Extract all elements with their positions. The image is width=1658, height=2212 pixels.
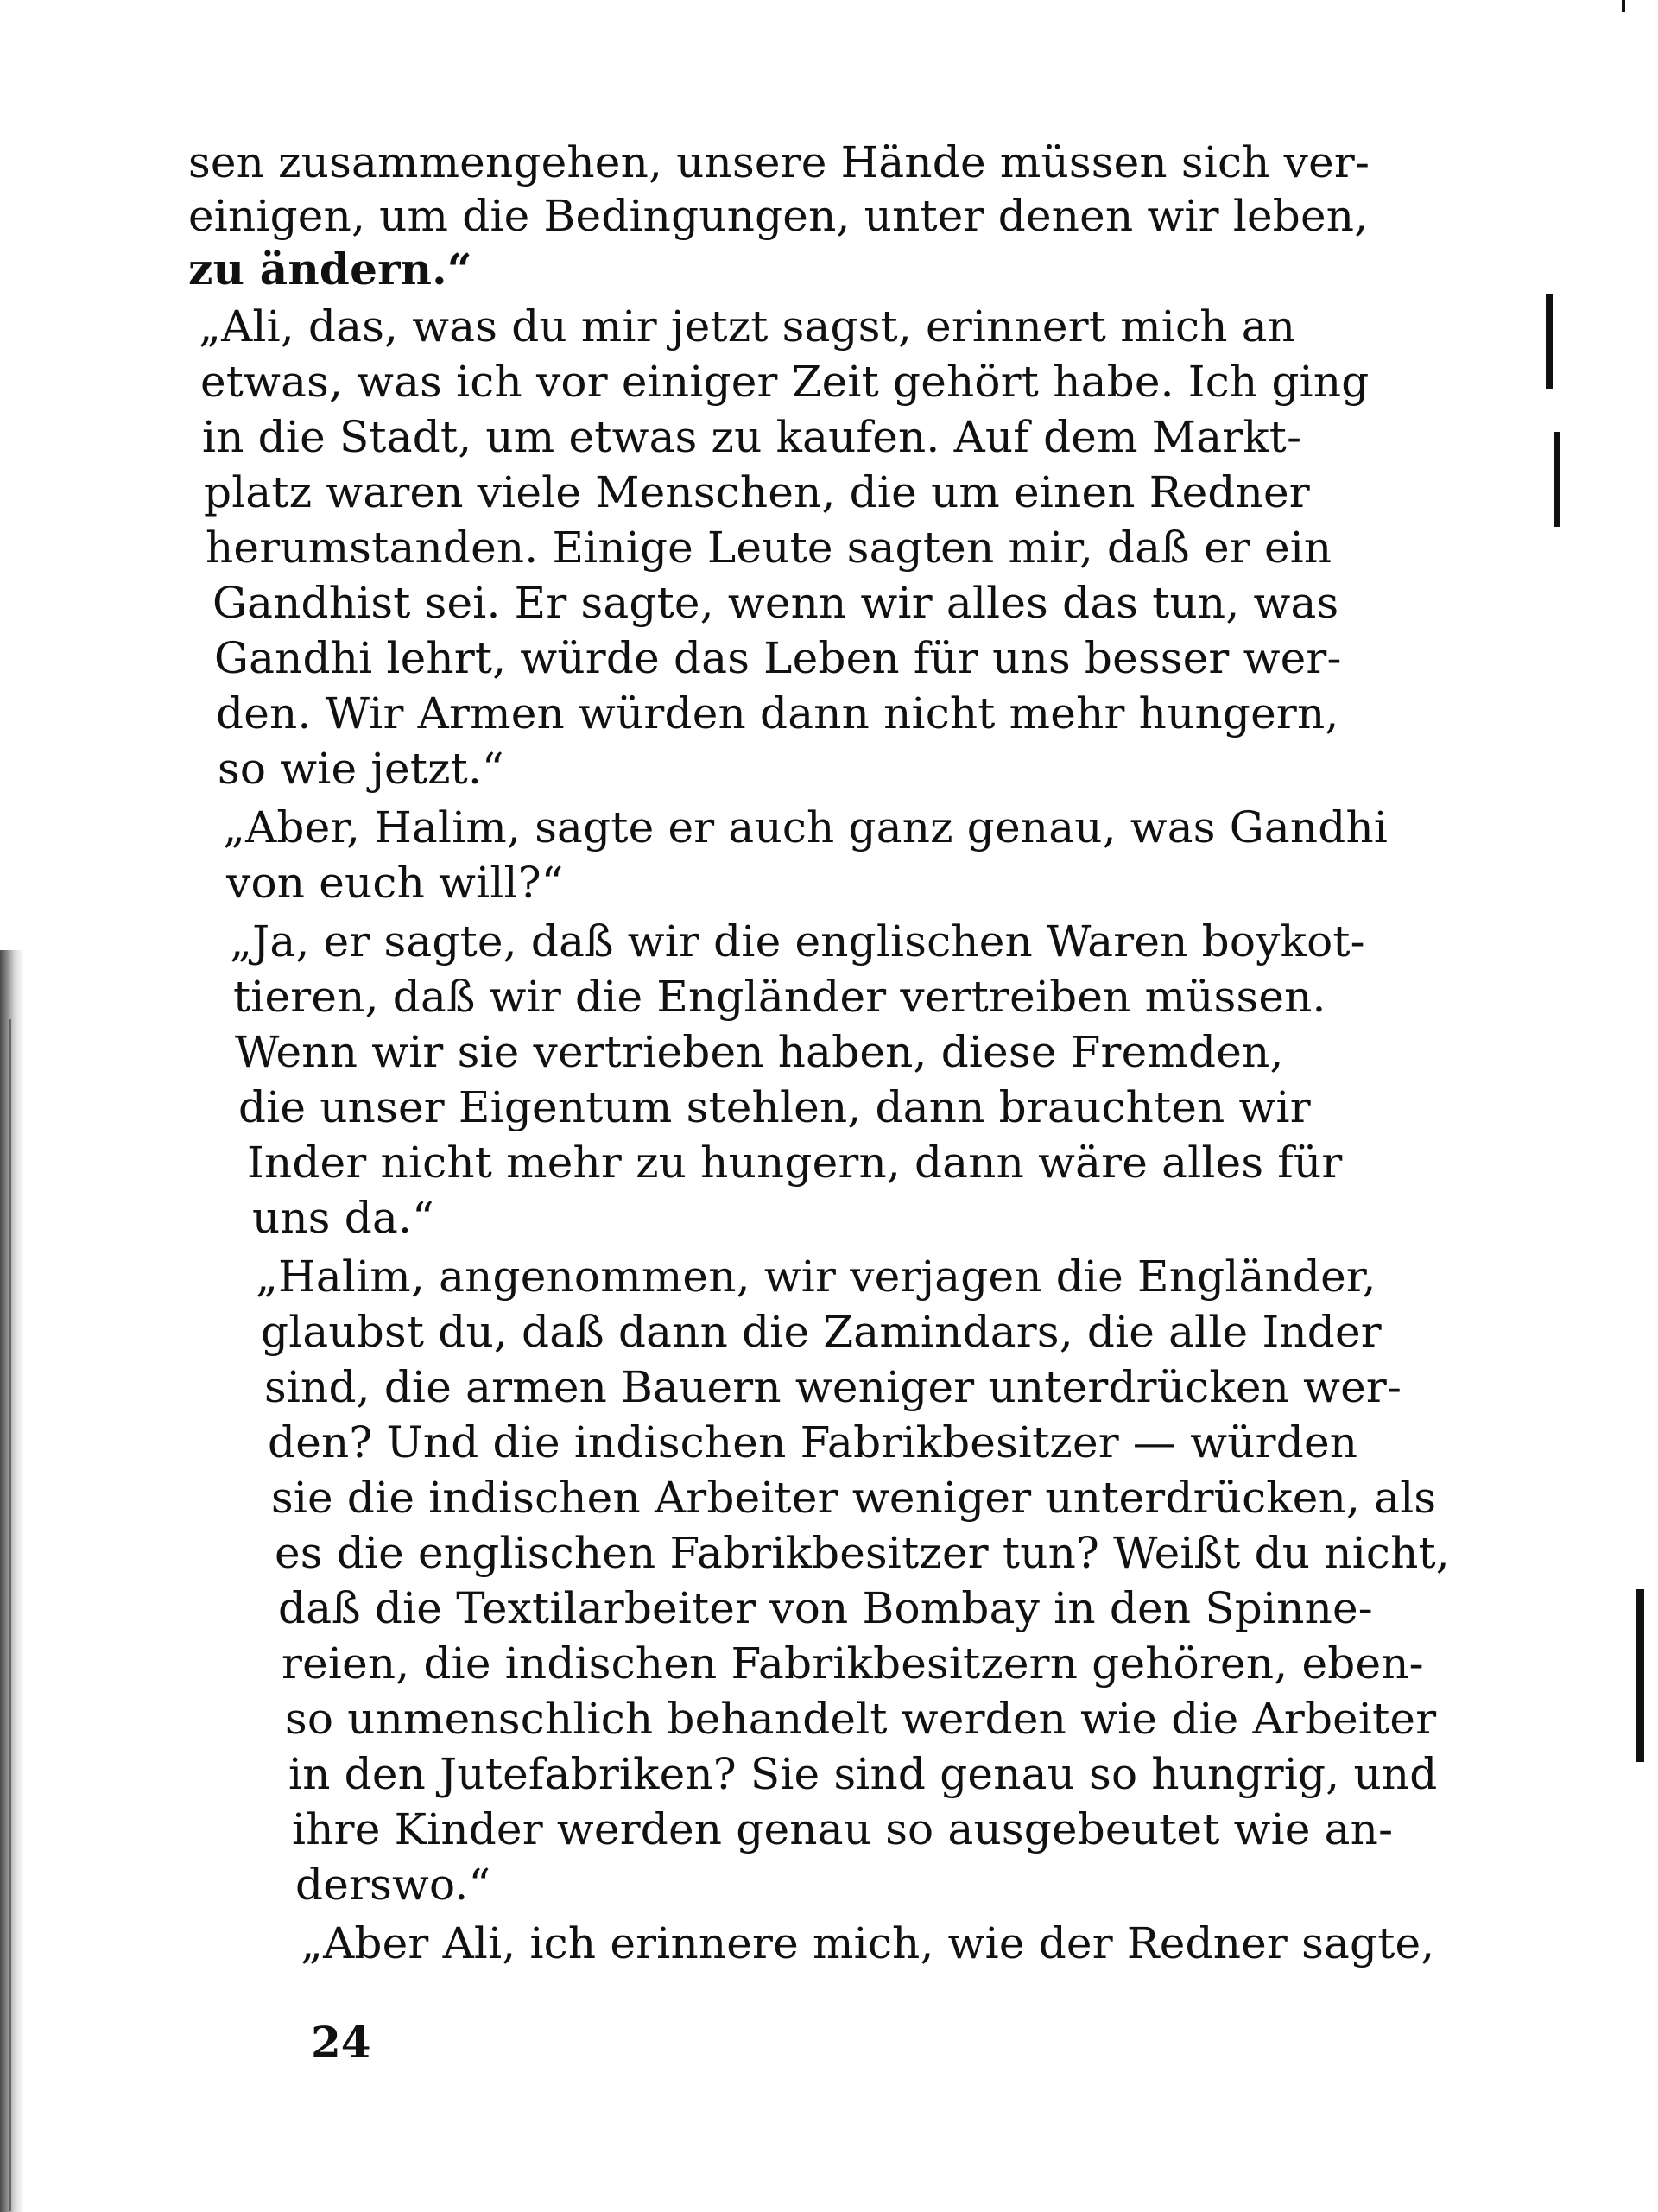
- text-line: reien, die indischen Fabrikbesitzern gehören, eben-: [282, 1638, 1424, 1689]
- text-line: Inder nicht mehr zu hungern, dann wäre alles für: [247, 1138, 1343, 1188]
- text-line: von euch will?“: [226, 858, 564, 908]
- text-line: glaubst du, daß dann die Zamindars, die alle Inder: [261, 1307, 1382, 1357]
- text-line: daß die Textilarbeiter von Bombay in den Spinne-: [278, 1583, 1373, 1633]
- text-line: sind, die armen Bauern weniger unterdrücken wer-: [264, 1362, 1402, 1412]
- text-line: ihre Kinder werden genau so ausgebeutet wie an-: [292, 1804, 1394, 1854]
- text-line: herumstanden. Einige Leute sagten mir, daß er ein: [206, 523, 1332, 573]
- text-line: „Aber, Halim, sagte er auch ganz genau, was Gandhi: [223, 802, 1389, 852]
- text-line: „Aber Ali, ich erinnere mich, wie der Redner sagte,: [301, 1918, 1435, 1968]
- text-line: in den Jutefabriken? Sie sind genau so hungrig, und: [288, 1749, 1438, 1799]
- text-line: den? Und die indischen Fabrikbesitzer — würden: [268, 1417, 1358, 1467]
- text-line: tieren, daß wir die Engländer vertreiben müssen.: [233, 972, 1326, 1022]
- text-line: „Halim, angenommen, wir verjagen die Engländer,: [256, 1252, 1376, 1302]
- text-line: derswo.“: [295, 1860, 491, 1910]
- text-line: uns da.“: [252, 1193, 434, 1243]
- text-line: zu ändern.“: [188, 244, 472, 295]
- page-number: 24: [311, 2017, 371, 2068]
- text-line: sen zusammengehen, unsere Hände müssen sich ver-: [188, 137, 1370, 187]
- text-line: etwas, was ich vor einiger Zeit gehört habe. Ich ging: [200, 357, 1370, 407]
- text-line: einigen, um die Bedingungen, unter denen wir leben,: [188, 191, 1369, 241]
- text-line: die unser Eigentum stehlen, dann brauchten wir: [238, 1082, 1311, 1132]
- text-line: so wie jetzt.“: [218, 744, 504, 794]
- text-line: „Ali, das, was du mir jetzt sagst, erinnert mich an: [199, 301, 1296, 352]
- text-line: in die Stadt, um etwas zu kaufen. Auf dem Markt-: [202, 412, 1302, 462]
- text-line: es die englischen Fabrikbesitzer tun? Weißt du nicht,: [275, 1528, 1450, 1578]
- text-line: „Ja, er sagte, daß wir die englischen Waren boykot-: [230, 916, 1365, 967]
- text-line: Gandhist sei. Er sagte, wenn wir alles das tun, was: [212, 578, 1339, 628]
- text-line: platz waren viele Menschen, die um einen Redner: [204, 467, 1310, 517]
- text-line: Wenn wir sie vertrieben haben, diese Fremden,: [235, 1027, 1284, 1077]
- text-line: den. Wir Armen würden dann nicht mehr hungern,: [216, 688, 1339, 738]
- text-line: so unmenschlich behandelt werden wie die Arbeiter: [285, 1694, 1437, 1744]
- text-line: Gandhi lehrt, würde das Leben für uns besser wer-: [214, 633, 1342, 683]
- text-line: sie die indischen Arbeiter weniger unterdrücken, als: [271, 1473, 1437, 1523]
